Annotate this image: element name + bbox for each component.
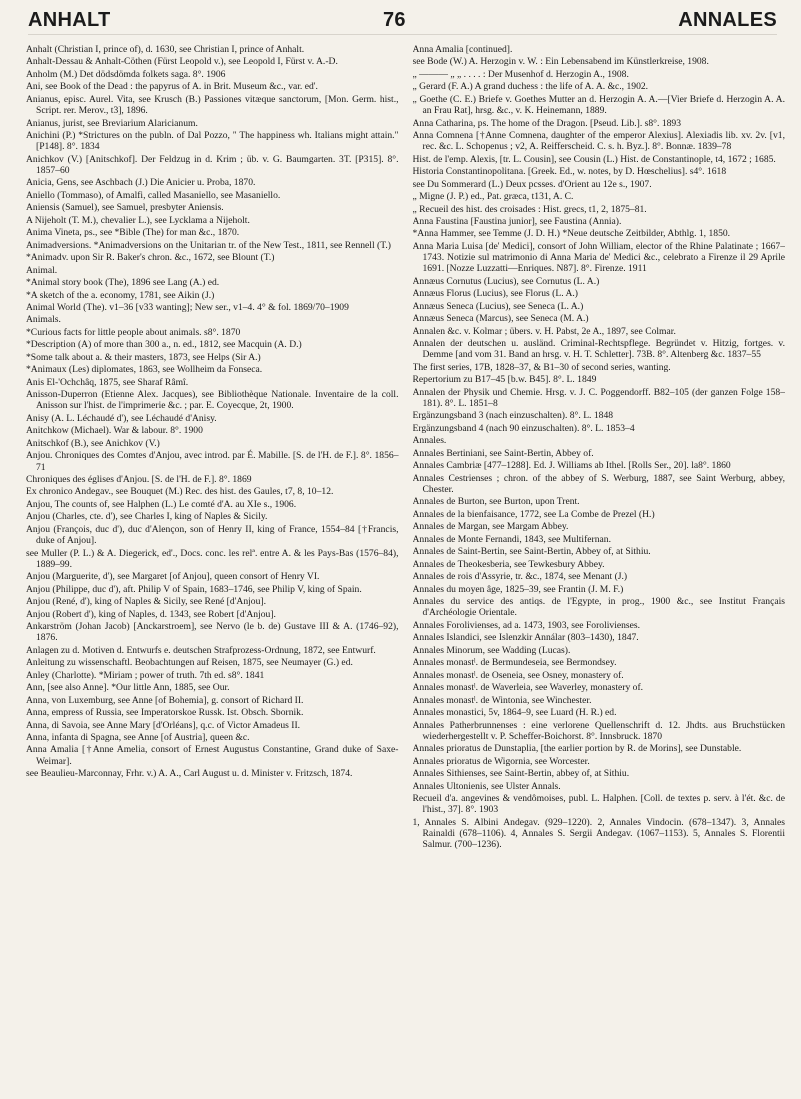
catalogue-entry: Annales Sithienses, see Saint-Bertin, abbey of, at Sithiu.: [412, 768, 630, 780]
catalogue-entry: Annales monastˡ. de Oseneia, see Osney, monastery of.: [412, 669, 624, 681]
catalogue-entry: Annales Bertiniani, see Saint-Bertin, Abbey of.: [412, 447, 594, 459]
catalogue-entry: Ergänzungsband 3 (nach einzuschalten). 8°. L. 1848: [412, 410, 614, 422]
catalogue-entry: Annales prioratus de Dunstaplia, [the earlier portion by R. de Morins], see Dunstable.: [412, 743, 742, 755]
catalogue-entry: Anitchkow (Michael). War & labour. 8°. 1900: [26, 425, 203, 437]
catalogue-entry: *Curious facts for little people about animals. s8°. 1870: [26, 326, 241, 338]
catalogue-entry: Annales Cambriæ [477–1288]. Ed. J. Williams ab Ithel. [Rolls Ser., 20]. la8°. 1860: [412, 460, 731, 472]
catalogue-entry: Annalen &c. v. Kolmar ; übers. v. H. Pabst, 2e A., 1897, see Colmar.: [412, 325, 676, 337]
catalogue-entry: see Bode (W.) A. Herzogin v. W. : Ein Lebensabend im Künstlerkreise, 1908.: [412, 56, 709, 68]
running-head-right: ANNALES: [678, 9, 777, 31]
catalogue-entry: A Nijeholt (T. M.), chevalier L.), see Lycklama a Nijeholt.: [26, 214, 250, 226]
catalogue-entry: Anholm (M.) Det dödsdömda folkets saga. 8°. 1906: [26, 68, 226, 80]
catalogue-entry: Annales Ultonienis, see Ulster Annals.: [412, 780, 561, 792]
catalogue-entry: Annales monastici, 5v, 1864–9, see Luard (H. R.) ed.: [412, 707, 617, 719]
catalogue-entry: Anjou (Charles, cte. d'), see Charles I, king of Naples & Sicily.: [26, 511, 268, 523]
catalogue-entry: Annæus Cornutus (Lucius), see Cornutus (L. A.): [412, 275, 600, 287]
catalogue-entry: Ergänzungsband 4 (nach 90 einzuschalten). 8°. L. 1853–4: [412, 422, 635, 434]
catalogue-entry: Anhalt (Christian I, prince of), d. 1630, see Christian I, prince of Anhalt.: [26, 44, 305, 55]
catalogue-entry: „ Goethe (C. E.) Briefe v. Goethes Mutter an d. Herzogin A. A.—[Vier Briefe d. Herzogin A. A. an Frau Rat], hrsg. &c., v. K. Heinemann, 1889.: [412, 93, 785, 117]
catalogue-entry: *Animaux (Les) diplomates, 1863, see Wollheim da Fonseca.: [26, 364, 263, 376]
catalogue-entry: Annales de Saint-Bertin, see Saint-Bertin, Abbey of, at Sithiu.: [412, 546, 651, 558]
catalogue-entry: Anima Vineta, ps., see *Bible (The) for man &c., 1870.: [26, 227, 240, 239]
catalogue-entry: Annæus Seneca (Marcus), see Seneca (M. A.): [412, 313, 589, 325]
catalogue-entry: Anna, di Savoia, see Anne Mary [d'Orléans], q.c. of Victor Amadeus II.: [26, 719, 301, 731]
catalogue-entry: Annales du moyen âge, 1825–39, see Frantin (J. M. F.): [412, 583, 624, 595]
catalogue-entry: Animal.: [26, 264, 58, 276]
catalogue-entry: Annales prioratus de Wigornia, see Worcester.: [412, 755, 590, 767]
catalogue-entry: see Du Sommerard (L.) Deux pcsses. d'Orient au 12e s., 1907.: [412, 178, 652, 190]
catalogue-entry: Aniensis (Samuel), see Samuel, presbyter Aniensis.: [26, 202, 224, 214]
catalogue-entry: Anleitung zu wissenschaftl. Beobachtungen auf Reisen, 1875, see Neumayer (G.) ed.: [26, 657, 353, 669]
catalogue-entry: Animals.: [26, 314, 61, 326]
catalogue-entry: Anichini (P.) *Strictures on the publn. of Dal Pozzo, " The happiness wh. Italians might attain." [P148]. 8°. 1834: [26, 130, 399, 153]
catalogue-entry: „ ——— „ „ . . . . : Der Musenhof d. Herzogin A., 1908.: [412, 68, 629, 80]
catalogue-entry: Anjou (René, d'), king of Naples & Sicily, see René [d'Anjou].: [26, 596, 266, 608]
catalogue-entry: Anis El-'Ochchâq, 1875, see Sharaf Râmî.: [26, 376, 189, 388]
catalogue-entry: Animal World (The). v1–36 [v33 wanting]; New ser., v1–4. 4° & fol. 1869/70–1909: [26, 302, 349, 313]
catalogue-entry: Repertorium zu B17–45 [b.w. B45]. 8°. L. 1849: [412, 374, 597, 386]
catalogue-entry: Anjou (François, duc d'), duc d'Alençon, son of Henry II, king of France, 1554–84 [†Francis, duke of Anjou].: [26, 523, 399, 547]
catalogue-entry: Historia Constantinopolitana. [Greek. Ed., w. notes, by D. Hœschelius]. s4°. 1618: [412, 166, 727, 178]
text-columns: [26, 44, 785, 1081]
catalogue-entry: Anna, infanta di Spagna, see Anne [of Austria], queen &c.: [26, 732, 250, 743]
catalogue-entry: Animadversions. *Animadversions on the Unitarian tr. of the New Test., 1811, see Rennell (T.): [26, 239, 391, 251]
catalogue-entry: Anna Maria Luisa [de' Medici], consort of John William, elector of the Rhine Palatinate ; 1667–1743. Notizie sul matrimonio di Anna Maria de' Medici &c., celebrato a Firenze il 29 Aprile 1691. [Nozze Luzzatti—Enriques. N87]. 8°. Firenze. 1911: [412, 240, 785, 275]
catalogue-entry: *Animal story book (The), 1896 see Lang (A.) ed.: [26, 277, 220, 289]
catalogue-entry: Annalen der Physik und Chemie. Hrsg. v. J. C. Poggendorff. B82–105 (der ganzen Folge 158–181). 8°. L. 1851–8: [412, 386, 785, 409]
catalogue-entry: Anianus, episc. Aurel. Vita, see Krusch (B.) Passiones vitæque sanctorum, [Mon. Germ. hist., Script. rer. Merov., t3], 1896.: [26, 93, 399, 117]
catalogue-entry: Anisson-Duperron (Etienne Alex. Jacques), see Bibliothèque Nationale. Inventaire de la coll. Anisson sur l'hist. de l'imprimerie &c. ; par. E. Coyecque, 2t, 1900.: [26, 389, 399, 412]
catalogue-entry: Anna Comnena [†Anne Comnena, daughter of the emperor Alexius]. Alexiadis lib. xv. 2v. [v1, rec. &c. L. Schopenus ; v2, A. Reifferscheid. C. s. h. Byz.]. 8°. Bonnæ. 1839–78: [412, 130, 785, 153]
catalogue-entry: Anjou. Chroniques des Comtes d'Anjou, avec introd. par É. Mabille. [S. de l'H. de F.]. 8°. 1856–71: [26, 450, 399, 473]
catalogue-entry: see Muller (P. L.) & A. Diegerick, ed'., Docs. conc. les relª. entre A. & les Pays-Bas (1576–84), 1889–99.: [26, 547, 399, 570]
catalogue-entry: Anisy (A. L. Léchaudé d'), see Léchaudé d'Anisy.: [26, 412, 217, 424]
catalogue-entry: Annalen der deutschen u. ausländ. Criminal-Rechtspflege. Begründet v. Hitzig, fortges. v. Demme [and vom 31. Band an hrsg. v. H. T. Schletter]. 73B. 8°. Altenberg &c. 1837–55: [412, 338, 785, 361]
page-number: 76: [382, 9, 406, 31]
catalogue-entry: Anna Faustina [Faustina junior], see Faustina (Annia).: [412, 216, 622, 227]
catalogue-entry: Ani, see Book of the Dead : the papyrus of A. in Brit. Museum &c., var. ed'.: [26, 81, 318, 93]
catalogue-entry: Anna Amalia [continued].: [412, 44, 513, 55]
catalogue-entry: Hist. de l'emp. Alexis, [tr. L. Cousin], see Cousin (L.) Hist. de Constantinople, t4, 1672 ; 1685.: [412, 153, 776, 165]
catalogue-entry: „ Recueil des hist. des croisades : Hist. grecs, t1, 2, 1875–81.: [412, 203, 647, 215]
page-header: [28, 6, 777, 35]
catalogue-entry: Anna, von Luxemburg, see Anne [of Bohemia], g. consort of Richard II.: [26, 694, 304, 706]
catalogue-entry: *Some talk about a. & their masters, 1873, see Helps (Sir A.): [26, 351, 261, 363]
catalogue-entry: Annales Cestrienses ; chron. of the abbey of S. Werburg, 1887, see Saint Werburg, abbey, Chester.: [412, 472, 785, 495]
catalogue-entry: Annæus Seneca (Lucius), see Seneca (L. A.): [412, 300, 584, 312]
catalogue-entry: Annales Patherbrunnenses : eine verlorene Quellenschrift d. 12. Jhdts. aus Bruchstücken wiederhergestellt v. P. Scheffer-Boichorst. 8°. Innsbruck. 1870: [412, 719, 785, 742]
catalogue-entry: Anjou (Robert d'), king of Naples, d. 1343, see Robert [d'Anjou].: [26, 608, 276, 620]
catalogue-entry: Recueil d'a. angevines & vendômoises, publ. L. Halphen. [Coll. de textes p. serv. à l'ét. &c. de l'hist., 37]. 8°. 1903: [412, 793, 785, 816]
catalogue-entry: Annales monastˡ. de Bermundeseia, see Bermondsey.: [412, 657, 617, 669]
catalogue-entry: Annales du service des antiqs. de l'Egypte, in prog., 1900 &c., see Institut Français d'Archéologie Orientale.: [412, 596, 785, 619]
catalogue-entry: Annales monastˡ. de Waverleia, see Waverley, monastery of.: [412, 682, 644, 694]
catalogue-entry: Ankarström (Johan Jacob) [Anckarstroem], see Nervo (le b. de) Gustave III & A. (1746–92), 1876.: [26, 621, 399, 644]
catalogue-entry: 1, Annales S. Albini Andegav. (929–1220). 2, Annales Vindocin. (678–1347). 3, Annales Rainaldi (678–1106). 4, Annales S. Sergii Andegav. (1067–1153). 5, Annales S. Florentii Salmur. (700–1236).: [412, 816, 785, 850]
catalogue-entry: *Animadv. upon Sir R. Baker's chron. &c., 1672, see Blount (T.): [26, 252, 275, 264]
catalogue-entry: „ Gerard (F. A.) A grand duchess : the life of A. A. &c., 1902.: [412, 81, 649, 93]
catalogue-entry: Annæus Florus (Lucius), see Florus (L. A.): [412, 288, 578, 300]
catalogue-entry: Ex chronico Andegav., see Bouquet (M.) Rec. des hist. des Gaules, t7, 8, 10–12.: [26, 486, 334, 498]
catalogue-entry: Anianus, jurist, see Breviarium Alaricianum.: [26, 117, 198, 129]
catalogue-entry: *A sketch of the a. economy, 1781, see Aikin (J.): [26, 289, 215, 301]
catalogue-entry: Annales de Monte Fernandi, 1843, see Multifernan.: [412, 533, 611, 545]
catalogue-entry: Anjou (Philippe, duc d'), aft. Philip V of Spain, 1683–1746, see Philip V, king of Spain.: [26, 583, 362, 595]
left-column: [26, 44, 399, 1081]
catalogue-entry: Ann, [see also Anne]. *Our little Ann, 1885, see Our.: [26, 682, 230, 694]
catalogue-entry: Anicia, Gens, see Aschbach (J.) Die Anicier u. Proba, 1870.: [26, 177, 256, 189]
catalogue-entry: Anitschkof (B.), see Anichkov (V.): [26, 437, 160, 449]
catalogue-entry: Annales Minorum, see Wadding (Lucas).: [412, 644, 571, 656]
catalogue-entry: Anjou, The counts of, see Halphen (L.) Le comté d'A. au XIe s., 1906.: [26, 498, 297, 510]
catalogue-entry: Annales de Burton, see Burton, upon Trent.: [412, 496, 580, 508]
catalogue-entry: Anichkov (V.) [Anitschkof]. Der Feldzug in d. Krim ; üb. v. G. Baumgarten. 3T. [P315]. 8°. 1857–60: [26, 153, 399, 176]
catalogue-entry: Annales de rois d'Assyrie, tr. &c., 1874, see Menant (J.): [412, 571, 628, 583]
catalogue-entry: Anna Catharina, ps. The home of the Dragon. [Pseud. Lib.]. s8°. 1893: [412, 117, 682, 129]
catalogue-entry: Annales de Margan, see Margam Abbey.: [412, 521, 569, 533]
running-head-left: ANHALT: [28, 9, 111, 31]
catalogue-entry: Anna Amalia [†Anne Amelia, consort of Ernest Augustus Constantine, Grand duke of Saxe-Weimar].: [26, 744, 399, 767]
catalogue-entry: Anjou (Marguerite, d'), see Margaret [of Anjou], queen consort of Henry VI.: [26, 571, 320, 583]
catalogue-entry: The first series, 17B, 1828–37, & B1–30 of second series, wanting.: [412, 361, 671, 373]
catalogue-entry: Anlagen zu d. Motiven d. Entwurfs e. deutschen Strafprozess-Ordnung, 1872, see Entwurf.: [26, 644, 376, 656]
right-column: [413, 44, 786, 1081]
catalogue-entry: Annales monastˡ. de Wintonia, see Winchester.: [412, 694, 592, 706]
catalogue-entry: Anley (Charlotte). *Miriam ; power of truth. 7th ed. s8°. 1841: [26, 669, 265, 681]
catalogue-entry: Annales de la bienfaisance, 1772, see La Combe de Prezel (H.): [412, 508, 655, 520]
catalogue-entry: Anna, empress of Russia, see Imperatorskoe Russk. Ist. Obsch. Sbornik.: [26, 707, 304, 719]
catalogue-entry: „ Migne (J. P.) ed., Pat. græca, t131, A. C.: [412, 191, 574, 203]
catalogue-entry: *Description (A) of more than 300 a., n. ed., 1812, see Macquin (A. D.): [26, 339, 302, 351]
catalogue-entry: Annales Forolivienses, ad a. 1473, 1903, see Forolivienses.: [412, 619, 641, 631]
catalogue-entry: Annales.: [412, 435, 447, 447]
catalogue-entry: Annales de Theokesberia, see Tewkesbury Abbey.: [412, 558, 605, 570]
catalogue-entry: Annales Islandici, see Islenzkir Annálar (803–1430), 1847.: [412, 632, 639, 644]
catalogue-entry: see Beaulieu-Marconnay, Frhr. v.) A. A., Carl August u. d. Minister v. Fritzsch, 1874.: [26, 768, 353, 780]
catalogue-entry: Aniello (Tommaso), of Amalfi, called Masaniello, see Masaniello.: [26, 189, 281, 201]
catalogue-entry: Chroniques des églises d'Anjou. [S. de l'H. de F.]. 8°. 1869: [26, 474, 252, 485]
catalogue-entry: Anhalt-Dessau & Anhalt-Cöthen (Fürst Leopold v.), see Leopold I, Fürst v. A.-D.: [26, 56, 338, 68]
catalogue-entry: *Anna Hammer, see Temme (J. D. H.) *Neue deutsche Zeitbilder, Abthlg. 1, 1850.: [412, 228, 731, 240]
